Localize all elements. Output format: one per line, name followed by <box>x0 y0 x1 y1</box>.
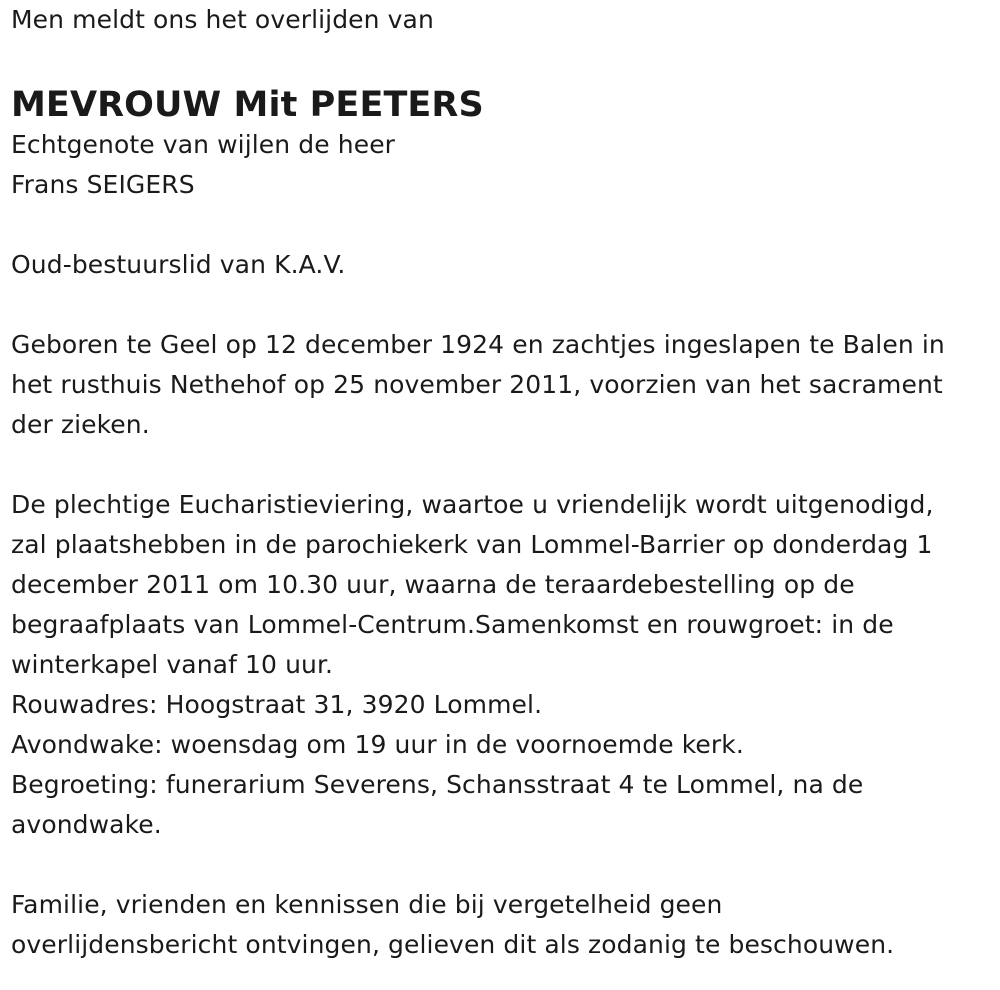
spacer <box>11 285 996 325</box>
death-notice <box>11 0 996 965</box>
service-line: december 2011 om 10.30 uur, waarna de teraardebestelling op de <box>11 570 855 599</box>
birth-death-line: het rusthuis Nethehof op 25 november 2011, voorzien van het sacrament <box>11 370 943 399</box>
spacer <box>11 445 996 485</box>
closing-line: Familie, vrienden en kennissen die bij vergetelheid geen <box>11 890 723 919</box>
closing-line: overlijdensbericht ontvingen, gelieven dit als zodanig te beschouwen. <box>11 930 895 959</box>
deceased-name: MEVROUW Mit PEETERS <box>11 85 484 125</box>
greeting-info: Begroeting: funerarium Severens, Schansstraat 4 te Lommel, na de <box>11 770 864 799</box>
service-line: zal plaatshebben in de parochiekerk van Lommel-Barrier op donderdag 1 <box>11 530 933 559</box>
intro-text: Men meldt ons het overlijden van <box>11 5 434 34</box>
spouse-line: Echtgenote van wijlen de heer <box>11 130 396 159</box>
service-line: De plechtige Eucharistieviering, waartoe u vriendelijk wordt uitgenodigd, <box>11 490 934 519</box>
spouse-line: Frans SEIGERS <box>11 170 195 199</box>
wake-info: Avondwake: woensdag om 19 uur in de voornoemde kerk. <box>11 730 744 759</box>
mourning-address: Rouwadres: Hoogstraat 31, 3920 Lommel. <box>11 690 543 719</box>
service-line: begraafplaats van Lommel-Centrum.Samenkomst en rouwgroet: in de <box>11 610 894 639</box>
role-text: Oud-bestuurslid van K.A.V. <box>11 250 346 279</box>
spacer <box>11 205 996 245</box>
birth-death-line: Geboren te Geel op 12 december 1924 en zachtjes ingeslapen te Balen in <box>11 330 945 359</box>
spacer <box>11 845 996 885</box>
greeting-info: avondwake. <box>11 810 162 839</box>
service-line: winterkapel vanaf 10 uur. <box>11 650 334 679</box>
birth-death-line: der zieken. <box>11 410 150 439</box>
